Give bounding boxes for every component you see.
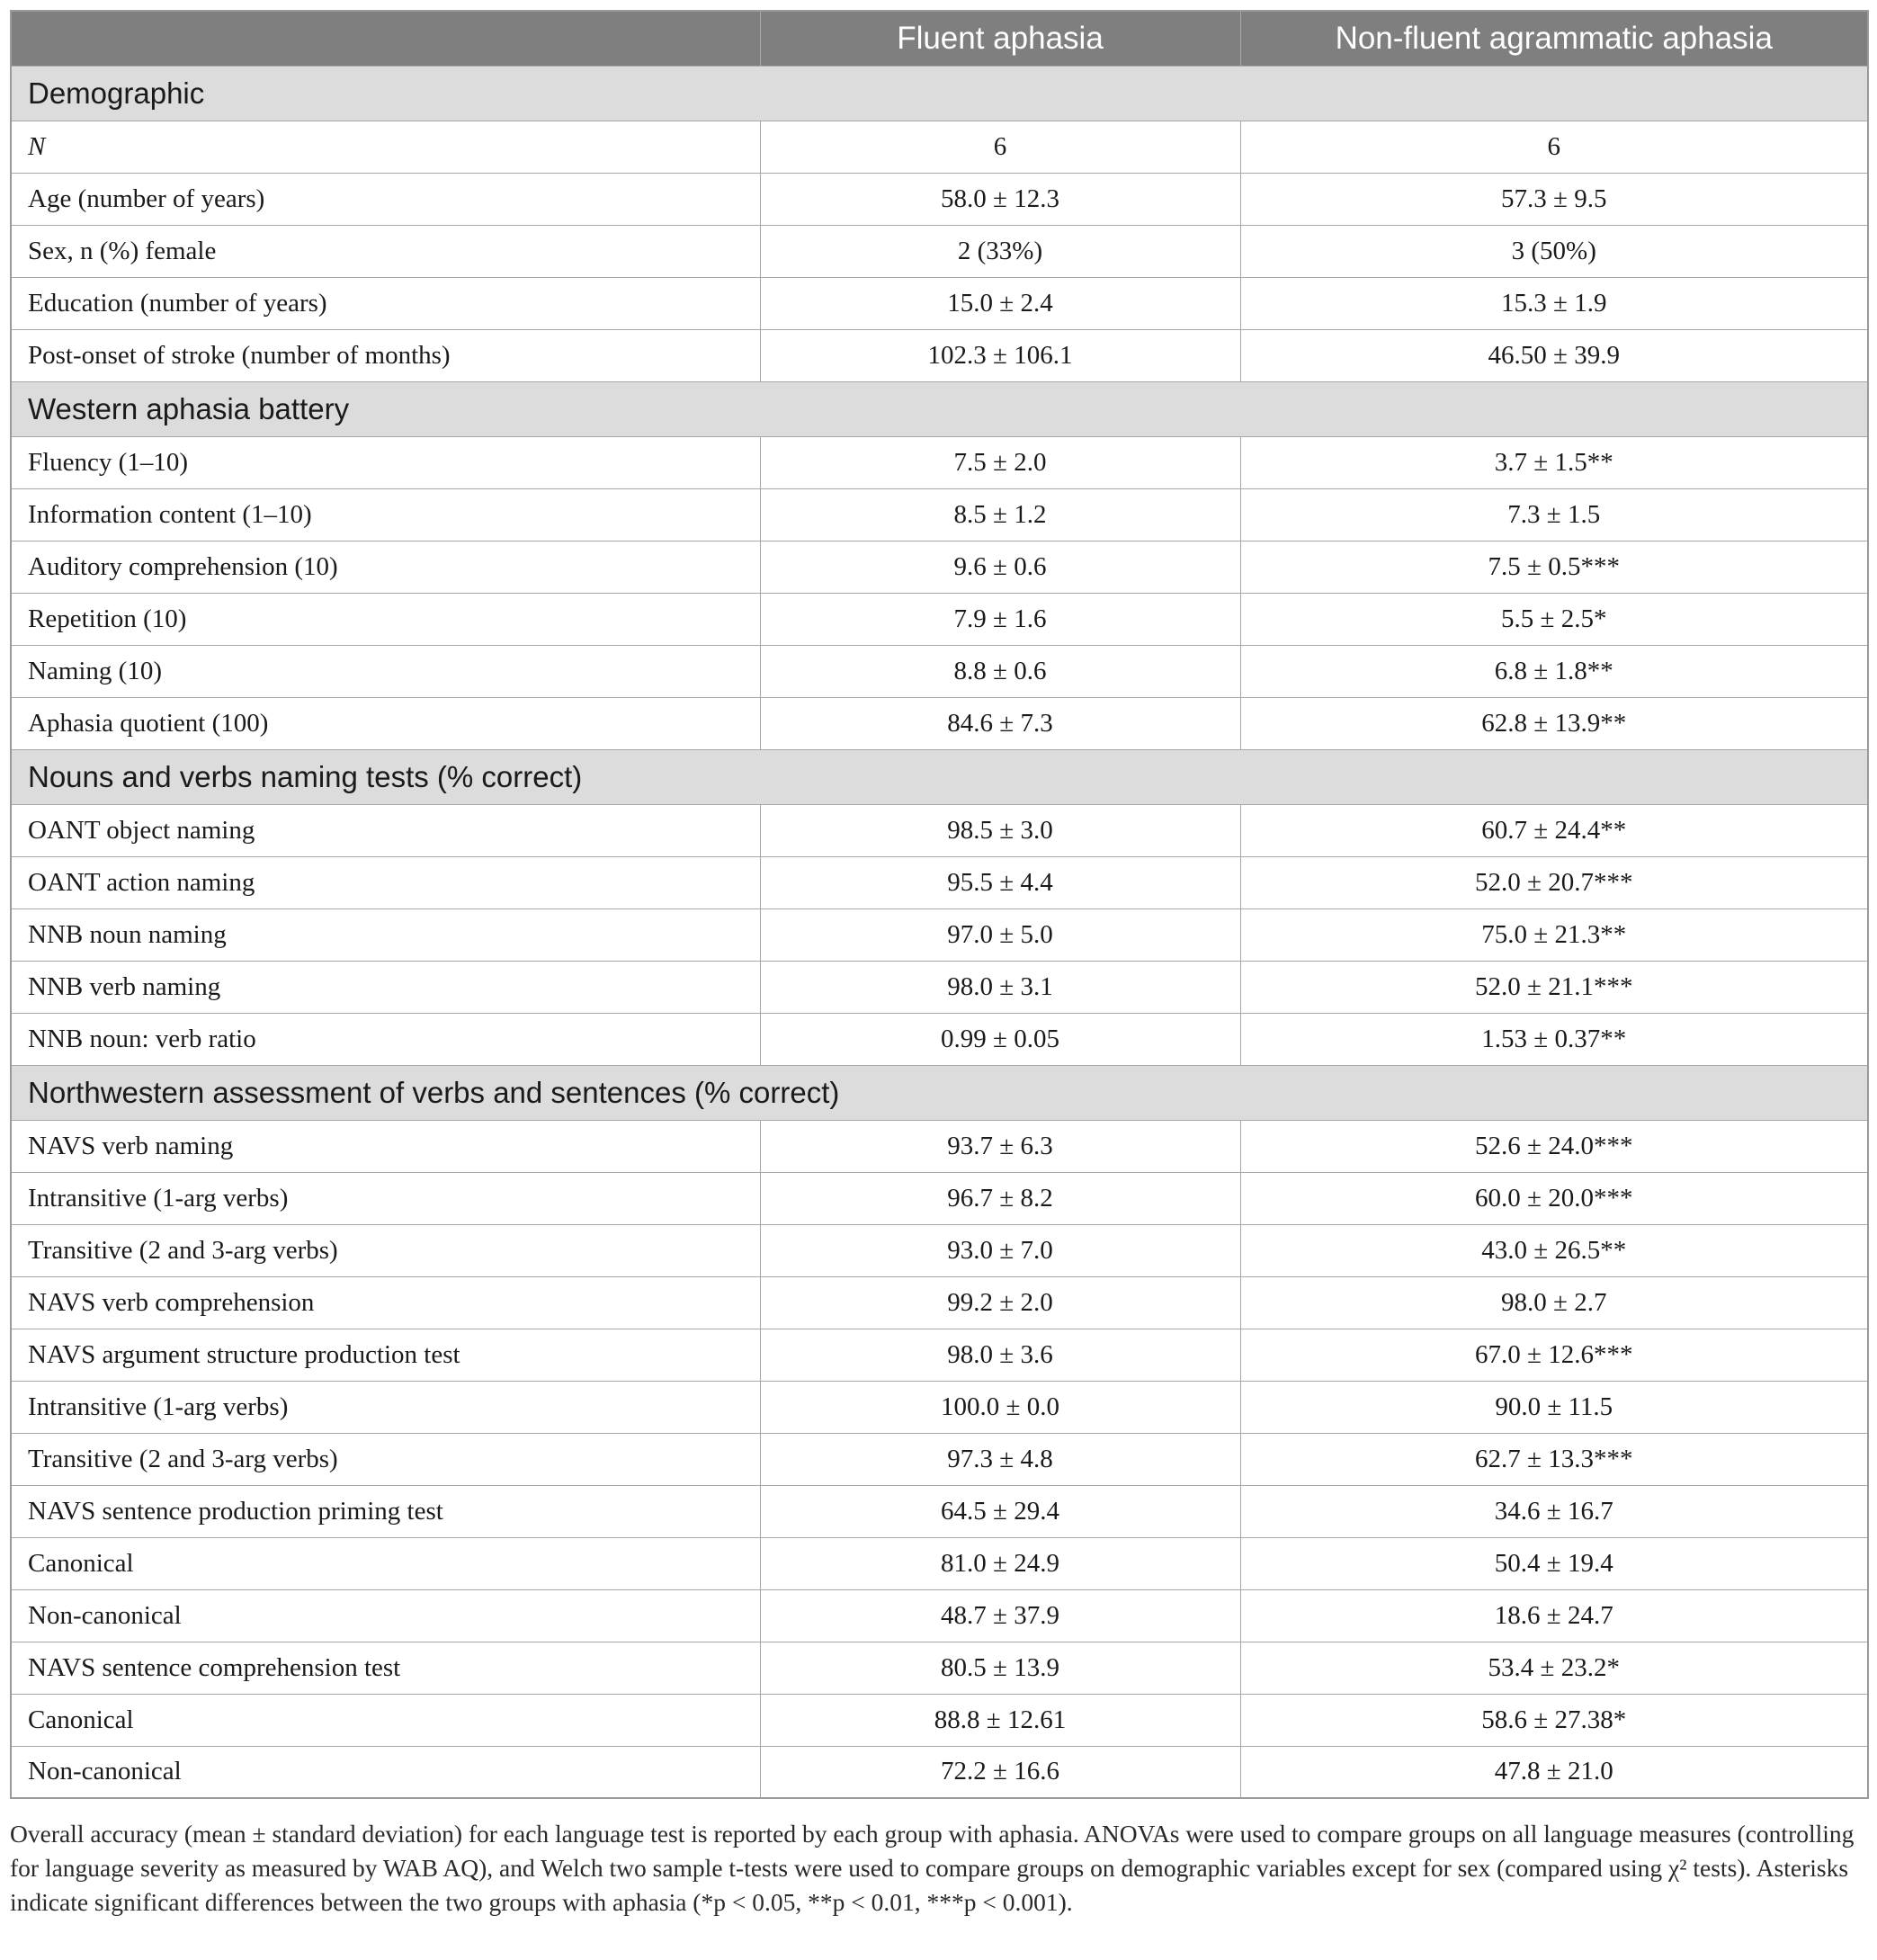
fluent-value: 58.0 ± 12.3 (760, 173, 1240, 225)
table-row (11, 488, 1868, 541)
table-row (11, 1224, 1868, 1276)
table-row (11, 1589, 1868, 1642)
row-label: Intransitive (1-arg verbs) (11, 1381, 760, 1433)
row-label: NAVS verb comprehension (11, 1276, 760, 1329)
section-title: Demographic (11, 66, 1868, 121)
nonfluent-value: 90.0 ± 11.5 (1240, 1381, 1868, 1433)
row-label: Information content (1–10) (11, 488, 760, 541)
row-label: OANT action naming (11, 856, 760, 908)
row-label: OANT object naming (11, 804, 760, 856)
nonfluent-value: 46.50 ± 39.9 (1240, 329, 1868, 381)
fluent-value: 93.7 ± 6.3 (760, 1120, 1240, 1172)
row-label: Education (number of years) (11, 277, 760, 329)
fluent-value: 7.5 ± 2.0 (760, 436, 1240, 488)
fluent-value: 8.8 ± 0.6 (760, 645, 1240, 697)
nonfluent-value: 7.3 ± 1.5 (1240, 488, 1868, 541)
row-label: Canonical (11, 1537, 760, 1589)
row-label: Naming (10) (11, 645, 760, 697)
fluent-value: 102.3 ± 106.1 (760, 329, 1240, 381)
nonfluent-value: 34.6 ± 16.7 (1240, 1485, 1868, 1537)
column-header-nonfluent: Non-fluent agrammatic aphasia (1240, 11, 1868, 66)
row-label: NAVS verb naming (11, 1120, 760, 1172)
table-row (11, 1746, 1868, 1798)
row-label: Fluency (1–10) (11, 436, 760, 488)
section-title: Northwestern assessment of verbs and sentences (% correct) (11, 1065, 1868, 1120)
row-label: Auditory comprehension (10) (11, 541, 760, 593)
table-row (11, 121, 1868, 173)
nonfluent-value: 43.0 ± 26.5** (1240, 1224, 1868, 1276)
table-row (11, 1013, 1868, 1065)
data-table (10, 10, 1869, 1799)
row-label: NAVS argument structure production test (11, 1329, 760, 1381)
nonfluent-value: 6 (1240, 121, 1868, 173)
row-label: NNB noun naming (11, 908, 760, 961)
row-label: Sex, n (%) female (11, 225, 760, 277)
nonfluent-value: 50.4 ± 19.4 (1240, 1537, 1868, 1589)
row-label: NAVS sentence production priming test (11, 1485, 760, 1537)
row-label: Transitive (2 and 3-arg verbs) (11, 1224, 760, 1276)
row-label: Non-canonical (11, 1746, 760, 1798)
fluent-value: 98.0 ± 3.1 (760, 961, 1240, 1013)
row-label: Intransitive (1-arg verbs) (11, 1172, 760, 1224)
nonfluent-value: 1.53 ± 0.37** (1240, 1013, 1868, 1065)
table-row (11, 173, 1868, 225)
table-row (11, 436, 1868, 488)
fluent-value: 0.99 ± 0.05 (760, 1013, 1240, 1065)
fluent-value: 15.0 ± 2.4 (760, 277, 1240, 329)
table-row (11, 1433, 1868, 1485)
nonfluent-value: 75.0 ± 21.3** (1240, 908, 1868, 961)
fluent-value: 95.5 ± 4.4 (760, 856, 1240, 908)
table-container (10, 10, 1867, 1945)
nonfluent-value: 52.6 ± 24.0*** (1240, 1120, 1868, 1172)
row-label: NAVS sentence comprehension test (11, 1642, 760, 1694)
nonfluent-value: 52.0 ± 20.7*** (1240, 856, 1868, 908)
nonfluent-value: 67.0 ± 12.6*** (1240, 1329, 1868, 1381)
nonfluent-value: 6.8 ± 1.8** (1240, 645, 1868, 697)
table-row (11, 1120, 1868, 1172)
fluent-value: 100.0 ± 0.0 (760, 1381, 1240, 1433)
fluent-value: 97.0 ± 5.0 (760, 908, 1240, 961)
column-header-label (11, 11, 760, 66)
nonfluent-value: 53.4 ± 23.2* (1240, 1642, 1868, 1694)
nonfluent-value: 62.7 ± 13.3*** (1240, 1433, 1868, 1485)
section-header-row (11, 749, 1868, 804)
table-row (11, 697, 1868, 749)
fluent-value: 80.5 ± 13.9 (760, 1642, 1240, 1694)
nonfluent-value: 5.5 ± 2.5* (1240, 593, 1868, 645)
nonfluent-value: 47.8 ± 21.0 (1240, 1746, 1868, 1798)
nonfluent-value: 57.3 ± 9.5 (1240, 173, 1868, 225)
nonfluent-value: 60.0 ± 20.0*** (1240, 1172, 1868, 1224)
fluent-value: 97.3 ± 4.8 (760, 1433, 1240, 1485)
fluent-value: 72.2 ± 16.6 (760, 1746, 1240, 1798)
fluent-value: 8.5 ± 1.2 (760, 488, 1240, 541)
row-label: NNB noun: verb ratio (11, 1013, 760, 1065)
fluent-value: 64.5 ± 29.4 (760, 1485, 1240, 1537)
fluent-value: 93.0 ± 7.0 (760, 1224, 1240, 1276)
row-label: Transitive (2 and 3-arg verbs) (11, 1433, 760, 1485)
section-title: Western aphasia battery (11, 381, 1868, 436)
nonfluent-value: 58.6 ± 27.38* (1240, 1694, 1868, 1746)
table-row (11, 277, 1868, 329)
nonfluent-value: 52.0 ± 21.1*** (1240, 961, 1868, 1013)
table-footnote: Overall accuracy (mean ± standard deviation) for each language test is reported by each group with aphasia. ANOVAs were used to compare groups on all language measures (controlling for language severity as measured by WAB AQ), and Welch two sample t-tests were used to compare groups on demographic variables except for sex (compared using χ² tests). Asterisks indicate significant differences between the two groups with aphasia (*p < 0.05, **p < 0.01, ***p < 0.001). (10, 1820, 1855, 1916)
table-row (11, 856, 1868, 908)
nonfluent-value: 3.7 ± 1.5** (1240, 436, 1868, 488)
table-row (11, 1276, 1868, 1329)
nonfluent-value: 3 (50%) (1240, 225, 1868, 277)
table-row (11, 1329, 1868, 1381)
table-row (11, 1381, 1868, 1433)
fluent-value: 9.6 ± 0.6 (760, 541, 1240, 593)
section-header-row (11, 1065, 1868, 1120)
table-row (11, 593, 1868, 645)
row-label: Repetition (10) (11, 593, 760, 645)
fluent-value: 98.0 ± 3.6 (760, 1329, 1240, 1381)
column-header-fluent: Fluent aphasia (760, 11, 1240, 66)
nonfluent-value: 15.3 ± 1.9 (1240, 277, 1868, 329)
fluent-value: 2 (33%) (760, 225, 1240, 277)
header-row (11, 11, 1868, 66)
row-label: NNB verb naming (11, 961, 760, 1013)
table-row (11, 541, 1868, 593)
row-label: Age (number of years) (11, 173, 760, 225)
row-label: Canonical (11, 1694, 760, 1746)
table-row (11, 908, 1868, 961)
table-row (11, 961, 1868, 1013)
fluent-value: 81.0 ± 24.9 (760, 1537, 1240, 1589)
nonfluent-value: 98.0 ± 2.7 (1240, 1276, 1868, 1329)
fluent-value: 7.9 ± 1.6 (760, 593, 1240, 645)
table-row (11, 645, 1868, 697)
table-row (11, 1642, 1868, 1694)
table-body (11, 66, 1868, 1798)
section-header-row (11, 66, 1868, 121)
row-label: Aphasia quotient (100) (11, 697, 760, 749)
nonfluent-value: 18.6 ± 24.7 (1240, 1589, 1868, 1642)
table-row (11, 1694, 1868, 1746)
row-label: N (11, 121, 760, 173)
fluent-value: 84.6 ± 7.3 (760, 697, 1240, 749)
table-row (11, 1537, 1868, 1589)
fluent-value: 88.8 ± 12.61 (760, 1694, 1240, 1746)
table-row (11, 804, 1868, 856)
fluent-value: 6 (760, 121, 1240, 173)
section-title: Nouns and verbs naming tests (% correct) (11, 749, 1868, 804)
table-row (11, 1485, 1868, 1537)
table-row (11, 225, 1868, 277)
nonfluent-value: 60.7 ± 24.4** (1240, 804, 1868, 856)
nonfluent-value: 7.5 ± 0.5*** (1240, 541, 1868, 593)
table-row (11, 329, 1868, 381)
row-label: Non-canonical (11, 1589, 760, 1642)
fluent-value: 99.2 ± 2.0 (760, 1276, 1240, 1329)
section-header-row (11, 381, 1868, 436)
table-row (11, 1172, 1868, 1224)
fluent-value: 98.5 ± 3.0 (760, 804, 1240, 856)
fluent-value: 48.7 ± 37.9 (760, 1589, 1240, 1642)
row-label: Post-onset of stroke (number of months) (11, 329, 760, 381)
nonfluent-value: 62.8 ± 13.9** (1240, 697, 1868, 749)
fluent-value: 96.7 ± 8.2 (760, 1172, 1240, 1224)
